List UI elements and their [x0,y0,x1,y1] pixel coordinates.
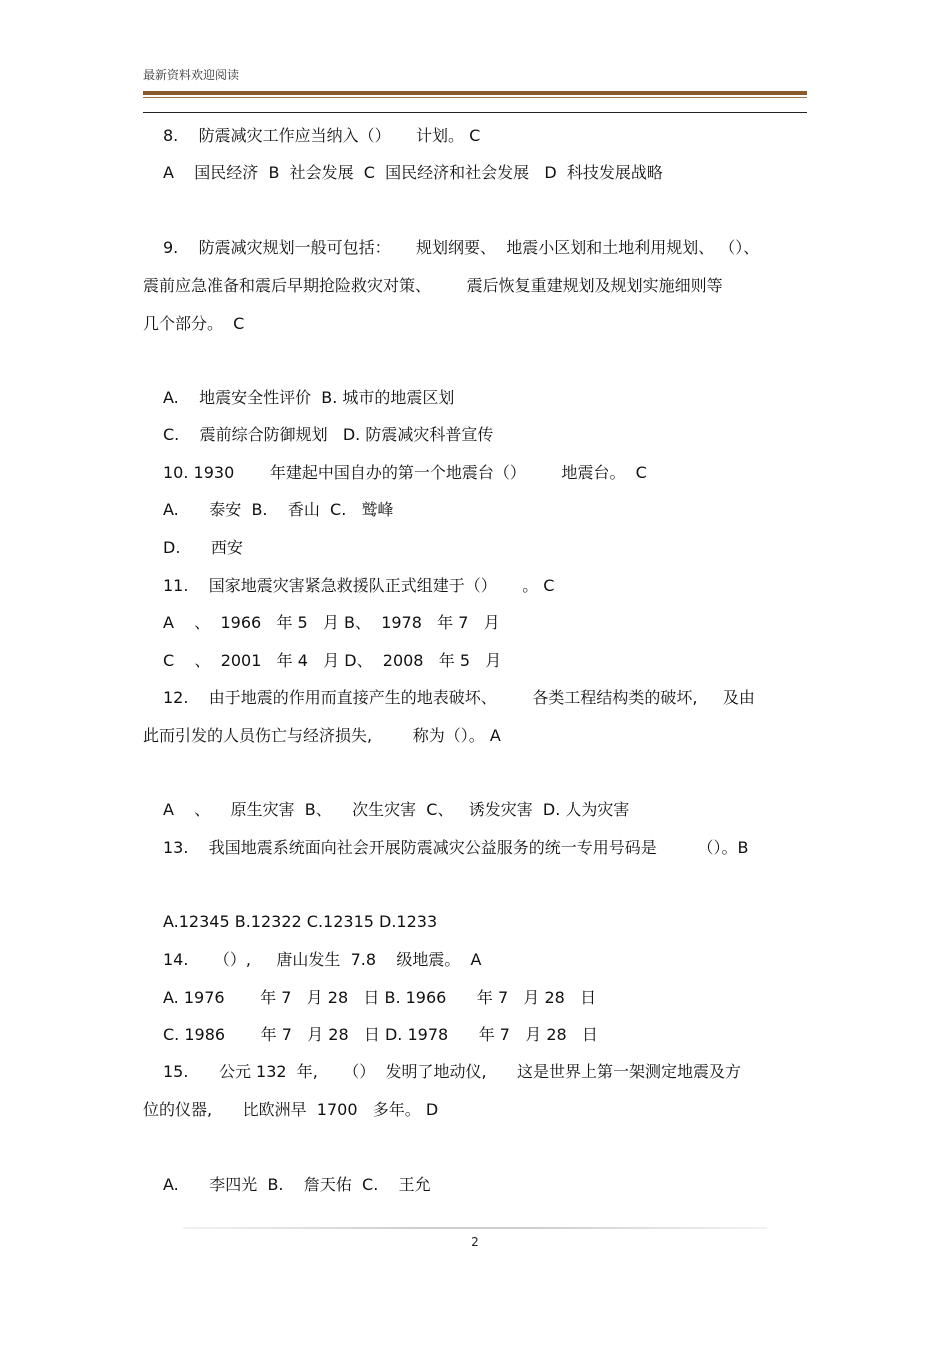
question-11: 11. 国家地震灾害紧急救援队正式组建于（） 。 C [163,576,555,595]
question-9-line-3: 几个部分。 C [143,314,245,333]
question-10-options-1: A. 泰安 B. 香山 C. 鹫峰 [163,500,394,519]
header-rule-thin [143,97,807,98]
question-14-options-1: A. 1976 年 7 月 28 日 B. 1966 年 7 月 28 日 [163,988,597,1007]
question-12-line-1: 12. 由于地震的作用而直接产生的地表破坏、 各类工程结构类的破坏, 及由 [163,688,755,707]
running-header: 最新资料欢迎阅读 [143,68,240,82]
question-13: 13. 我国地震系统面向社会开展防震减灾公益服务的统一专用号码是 （）。B [163,838,749,857]
question-15-options: A. 李四光 B. 詹天佑 C. 王允 [163,1175,431,1194]
question-14-options-2: C. 1986 年 7 月 28 日 D. 1978 年 7 月 28 日 [163,1025,598,1044]
question-10: 10. 1930 年建起中国自办的第一个地震台（） 地震台。 C [163,463,647,482]
question-11-options-1: A 、 1966 年 5 月 B、 1978 年 7 月 [163,613,500,632]
question-15-line-2: 位的仪器, 比欧洲早 1700 多年。 D [143,1100,439,1119]
question-9-options-1: A. 地震安全性评价 B. 城市的地震区划 [163,388,455,407]
question-12-line-2: 此而引发的人员伤亡与经济损失, 称为（）。 A [143,726,501,745]
question-11-options-2: C 、 2001 年 4 月 D、 2008 年 5 月 [163,651,502,670]
header-rule-black [143,112,807,113]
question-9-line-1: 9. 防震减灾规划一般可包括： 规划纲要、 地震小区划和土地利用规划、 （）、 [163,238,760,257]
question-10-options-2: D. 西安 [163,538,243,557]
question-9-line-2: 震前应急准备和震后早期抢险救灾对策、 震后恢复重建规划及规划实施细则等 [143,276,723,295]
question-9-options-2: C. 震前综合防御规划 D. 防震减灾科普宣传 [163,425,494,444]
question-12-options: A 、 原生灾害 B、 次生灾害 C、 诱发灾害 D. 人为灾害 [163,800,630,819]
footer-rule [183,1227,767,1229]
question-8-options: A 国民经济 B 社会发展 C 国民经济和社会发展 D 科技发展战略 [163,163,663,182]
question-14: 14. （）, 唐山发生 7.8 级地震。 A [163,950,482,969]
question-15-line-1: 15. 公元 132 年, （） 发明了地动仪, 这是世界上第一架测定地震及方 [163,1062,742,1081]
question-13-options: A.12345 B.12322 C.12315 D.1233 [163,912,438,931]
page-number: 2 [471,1235,479,1249]
header-rule-thick [143,91,807,95]
question-8: 8. 防震减灾工作应当纳入（） 计划。 C [163,126,481,145]
